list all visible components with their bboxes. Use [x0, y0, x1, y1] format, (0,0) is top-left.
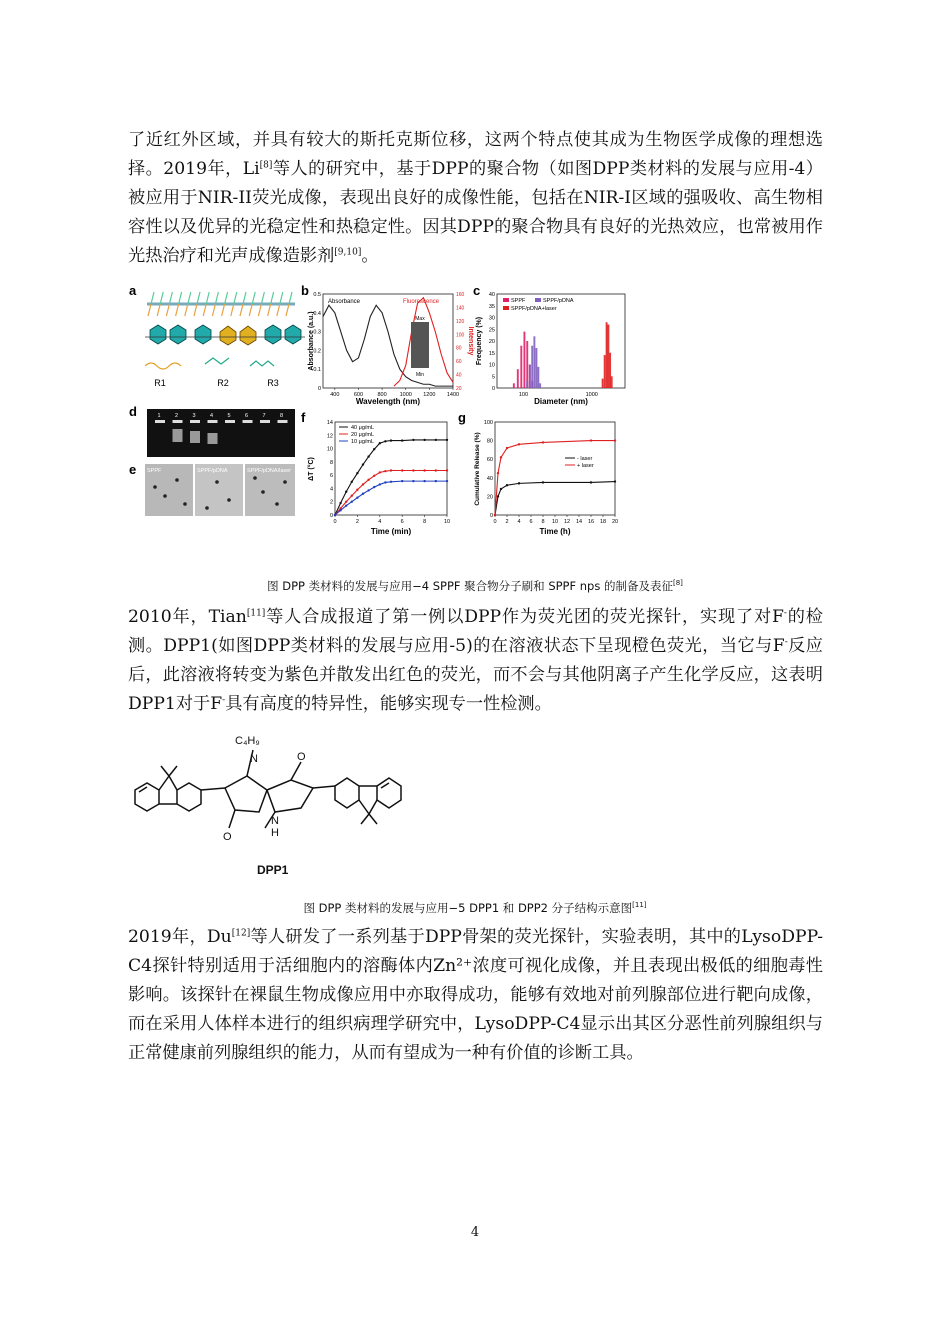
nanoparticle-dot: [205, 506, 209, 510]
lane-label: 7: [262, 413, 266, 419]
data-point: [542, 441, 544, 443]
brush-chain: [148, 304, 151, 316]
citation[interactable]: [11]: [632, 901, 647, 910]
histogram-bar: [607, 325, 609, 388]
data-point: [390, 469, 392, 471]
x-tick-label: 4: [517, 519, 521, 525]
brush-chain: [258, 304, 261, 316]
ylabel-deltat: ΔT (°C): [308, 457, 315, 481]
data-point: [384, 481, 386, 483]
data-point: [446, 480, 448, 482]
nanoparticle-dot: [275, 502, 279, 506]
data-point: [614, 439, 616, 441]
brush-chain: [277, 304, 280, 316]
inset-min: Min: [415, 372, 425, 378]
y-tick-label: 0: [329, 513, 333, 519]
brush-chain: [286, 304, 289, 316]
lane-label: 1: [157, 413, 161, 419]
data-point: [506, 447, 508, 449]
y2-tick-label: 160: [456, 292, 465, 298]
brush-chain: [268, 304, 271, 316]
data-point: [412, 480, 414, 482]
data-point: [373, 486, 375, 488]
y2-tick-label: 100: [456, 332, 465, 339]
y-tick-label: 12: [326, 433, 333, 440]
x-tick-label: 100: [518, 392, 529, 398]
y2-tick-label: 80: [456, 345, 462, 352]
y-tick-label: 10: [326, 446, 333, 453]
photothermal-chart: [327, 420, 450, 525]
label-r3: R3: [267, 378, 279, 388]
data-point: [339, 502, 341, 504]
nanoparticle-dot: [153, 485, 157, 489]
nanoparticle-dot: [253, 476, 257, 480]
y-tick-label: 0.4: [313, 310, 321, 317]
release-chart: [484, 420, 618, 525]
y2-tick-label: 120: [456, 318, 465, 325]
series-line: [335, 440, 447, 515]
figure-1: [125, 282, 645, 540]
y-tick-label: 60: [486, 457, 493, 464]
o-label-top: O: [297, 751, 306, 763]
series-line: [323, 305, 453, 386]
x-tick-label: 14: [575, 519, 583, 525]
label-r1: R1: [154, 378, 166, 388]
data-point: [435, 480, 437, 482]
data-point: [423, 469, 425, 471]
data-point: [590, 481, 592, 483]
gel-well-band: [243, 420, 253, 423]
brush-chain: [166, 304, 169, 316]
data-point: [367, 489, 369, 491]
brush-chain: [194, 304, 197, 316]
y-tick-label: 2: [329, 499, 333, 506]
data-point: [379, 483, 381, 485]
data-point: [614, 480, 616, 482]
data-point: [351, 481, 353, 483]
legend-sppf: SPPF: [511, 298, 526, 304]
nanoparticle-dot: [163, 494, 167, 498]
x-tick-label: 1000: [585, 392, 598, 398]
y-tick-label: 0: [491, 386, 495, 392]
brush-chain: [157, 304, 160, 316]
y-tick-label: 14: [326, 420, 333, 426]
tem-label-2: SPPF/pDNA: [197, 468, 228, 474]
y2-tick-label: 40: [456, 372, 462, 379]
y-tick-label: 0: [317, 386, 321, 392]
gel-well-band: [173, 420, 183, 423]
paragraph-2: 2010年，Tian[11]等人合成报道了第一例以DPP作为荧光团的荧光探针，实现了对F-的检测。DPP1(如图DPP类材料的发展与应用-5)的在溶液状态下呈现橙色荧光，当它与F-反应后，此溶液将转变为紫色并散发出红色的荧光，而不会与其他阴离子产生化学反应，这表明DPP1对于F-具有高度的特异性，能够实现专一性检测。: [128, 607, 823, 714]
brush-chain: [231, 304, 234, 316]
brush-chain: [252, 292, 255, 304]
gel-well-band: [155, 420, 165, 423]
panel-label-c: c: [473, 283, 481, 298]
data-point: [367, 479, 369, 481]
figure-2-dpp1-structure: [125, 728, 435, 878]
x-tick-label: 1400: [446, 392, 460, 398]
data-point: [390, 481, 392, 483]
y-tick-label: 10: [488, 362, 495, 369]
xlabel-time-h: Time (h): [539, 527, 571, 536]
x-tick-label: 10: [551, 519, 559, 525]
paragraph-3: 2019年，Du[12]等人研发了一系列基于DPP骨架的荧光探针，实验表明，其中的LysoDPP-C4探针特别适用于活细胞内的溶酶体内Zn²⁺浓度可视化成像，并且表现出极低的细胞毒性影响。该探针在裸鼠生物成像应用中亦取得成功，能够有效地对前列腺部位进行靶向成像，而在采用人体样本进行的组织病理学研究中，LysoDPP-C4显示出其区分恶性前列腺组织与正常健康前列腺组织的能力，从而有望成为一种有价值的诊断工具。: [128, 927, 823, 1063]
data-point: [351, 495, 353, 497]
data-point: [384, 440, 386, 442]
xlabel-diameter: Diameter (nm): [534, 397, 588, 406]
nanoparticle-dot: [183, 502, 187, 506]
gel-well-band: [260, 420, 270, 423]
brush-chain: [271, 292, 274, 304]
x-tick-label: 1000: [399, 392, 412, 398]
figure-2-caption: 图 DPP 类材料的发展与应用−5 DPP1 和 DPP2 分子结构示意图[11]: [303, 901, 647, 915]
xlabel-wavelength: Wavelength (nm): [355, 397, 421, 406]
histogram-bar: [535, 348, 537, 388]
brush-chain: [225, 292, 228, 304]
histogram-bar: [539, 383, 541, 388]
legend-absorbance: Absorbance: [328, 299, 361, 305]
nanoparticle-dot: [261, 490, 265, 494]
data-point: [435, 439, 437, 441]
absorbance-fluorescence-chart: [313, 292, 464, 398]
panel-label-d: d: [129, 404, 137, 419]
h-label: H: [271, 827, 279, 839]
data-point: [412, 469, 414, 471]
citation[interactable]: [12]: [231, 928, 251, 939]
brush-chain: [289, 292, 292, 304]
brush-chain: [176, 304, 179, 316]
x-tick-label: 800: [377, 392, 387, 398]
y-tick-label: 20: [486, 494, 493, 501]
paragraph-1: 了近红外区域，并具有较大的斯托克斯位移，这两个特点使其成为生物医学成像的理想选择。2019年，Li[8]等人的研究中，基于DPP的聚合物（如图DPP类材料的发展与应用-4）被应用于NIR-II荧光成像，表现出良好的成像性能，包括在NIR-I区域的强吸收、高生物相容性以及优异的光稳定性和热稳定性。因其DPP的聚合物具有良好的光热效应，也常被用作光热治疗和光声成像造影剂[9,10]。: [128, 130, 823, 266]
data-point: [401, 469, 403, 471]
data-point: [412, 439, 414, 441]
series-line: [335, 470, 447, 515]
lane-label: 4: [209, 413, 214, 419]
histogram-bar: [520, 346, 522, 388]
x-tick-label: 600: [353, 392, 364, 398]
lane-label: 3: [192, 413, 196, 419]
data-point: [497, 495, 499, 497]
y2-tick-label: 60: [456, 359, 462, 366]
gel-band: [190, 431, 200, 443]
x-tick-label: 8: [541, 519, 545, 525]
lane-label: 6: [244, 413, 249, 419]
tem-label-1: SPPF: [147, 468, 162, 474]
tem-label-3: SPPF/pDNA/laser: [247, 468, 292, 474]
nanoparticle-dot: [283, 480, 287, 484]
y-tick-label: 8: [329, 459, 333, 466]
brush-chain: [212, 304, 215, 316]
brush-chain: [249, 304, 252, 316]
panel-label-f: f: [301, 410, 306, 425]
x-tick-label: 400: [330, 392, 340, 398]
data-point: [497, 472, 499, 474]
gel-band: [173, 429, 183, 442]
legend-minus-laser: - laser: [577, 456, 593, 462]
nanoparticle-dot: [175, 478, 179, 482]
brush-chain: [179, 292, 182, 304]
x-tick-label: 10: [443, 519, 451, 525]
brush-chain: [222, 304, 225, 316]
panel-label-e: e: [129, 462, 137, 477]
xlabel-time-min: Time (min): [370, 527, 412, 536]
histogram-bar: [537, 367, 539, 388]
citation[interactable]: [8]: [673, 579, 683, 588]
figure-1-caption: 图 DPP 类材料的发展与应用−4 SPPF 聚合物分子刷和 SPPF nps 的制备及表征[8]: [267, 579, 683, 593]
inset-image: [411, 322, 429, 368]
o-label-bottom: O: [223, 831, 232, 843]
legend-10: 10 μg/mL: [351, 439, 375, 445]
inset-max: Max: [415, 316, 425, 322]
data-point: [379, 442, 381, 444]
x-tick-label: 20: [611, 519, 619, 525]
data-point: [339, 509, 341, 511]
data-point: [518, 443, 520, 445]
data-point: [590, 439, 592, 441]
histogram-bar: [606, 322, 608, 388]
citation[interactable]: [9,10]: [334, 247, 362, 258]
y-tick-label: 0.1: [313, 367, 321, 374]
histogram-bar: [531, 346, 533, 388]
gel-well-band: [208, 420, 218, 423]
legend-plus-laser: + laser: [577, 463, 594, 469]
y-tick-label: 0: [489, 513, 493, 519]
x-tick-label: 1200: [423, 392, 436, 398]
y-tick-label: 25: [488, 327, 495, 334]
label-r2: R2: [217, 378, 229, 388]
x-tick-label: 18: [599, 519, 607, 525]
ylabel-release: Cumulative Release (%): [474, 432, 481, 506]
citation[interactable]: [11]: [246, 608, 266, 619]
y-tick-label: 6: [329, 473, 333, 480]
panel-label-g: g: [458, 410, 466, 425]
data-point: [373, 475, 375, 477]
histogram-bar: [526, 381, 528, 388]
gel-well-band: [278, 420, 288, 423]
data-point: [345, 501, 347, 503]
brush-chain: [185, 304, 188, 316]
data-point: [356, 472, 358, 474]
ylabel-absorbance: Absorbance (a.u.): [308, 311, 315, 371]
data-point: [446, 439, 448, 441]
polymer-brush-illustration: [147, 292, 295, 316]
nanoparticle-dot: [227, 498, 231, 502]
legend-40: 40 μg/mL: [351, 425, 375, 431]
y-tick-label: 0.2: [313, 348, 321, 355]
y2-tick-label: 140: [456, 305, 465, 312]
brush-chain: [280, 292, 283, 304]
x-tick-label: 2: [505, 519, 509, 525]
brush-chain: [151, 292, 154, 304]
data-point: [384, 470, 386, 472]
histogram-bar: [602, 379, 604, 388]
data-point: [401, 480, 403, 482]
histogram-bar: [529, 365, 531, 389]
page-number: 4: [470, 1225, 480, 1240]
series-line: [495, 482, 615, 515]
brush-chain: [206, 292, 209, 304]
brush-chain: [197, 292, 200, 304]
data-point: [362, 483, 364, 485]
data-point: [423, 480, 425, 482]
x-tick-label: 2: [355, 519, 359, 525]
data-point: [345, 505, 347, 507]
y-tick-label: 100: [483, 420, 493, 426]
lane-label: 5: [227, 413, 231, 419]
y-tick-label: 40: [486, 475, 493, 482]
histogram-bar: [604, 355, 606, 388]
data-point: [373, 448, 375, 450]
brush-chain: [169, 292, 172, 304]
y-tick-label: 5: [491, 374, 495, 381]
data-point: [334, 514, 336, 516]
panel-label-a: a: [129, 283, 137, 298]
legend-20: 20 μg/mL: [351, 432, 375, 438]
lane-label: 8: [279, 413, 284, 419]
y-tick-label: 20: [488, 339, 495, 345]
brush-chain: [240, 304, 243, 316]
y-tick-label: 0.3: [313, 329, 321, 336]
nh-label: N: [271, 815, 279, 827]
y-tick-label: 35: [488, 303, 495, 310]
legend-sppf-pdna-laser: SPPF/pDNA+laser: [511, 306, 557, 312]
data-point: [518, 482, 520, 484]
histogram-bar: [611, 376, 613, 388]
histogram-bar: [533, 336, 535, 388]
data-point: [390, 439, 392, 441]
data-point: [494, 514, 496, 516]
brush-chain: [261, 292, 264, 304]
y-tick-label: 0.5: [313, 292, 321, 298]
panel-label-b: b: [301, 283, 309, 298]
x-tick-label: 0: [493, 519, 497, 525]
ylabel-frequency: Frequency (%): [476, 316, 483, 366]
data-point: [435, 469, 437, 471]
n-label: N: [250, 753, 258, 765]
data-point: [500, 488, 502, 490]
substituent-label: C₄H₉: [235, 735, 260, 747]
brush-chain: [188, 292, 191, 304]
legend-sppf-pdna: SPPF/pDNA: [543, 298, 574, 304]
data-point: [367, 455, 369, 457]
lane-label: 2: [174, 413, 179, 419]
data-point: [379, 471, 381, 473]
ylabel-intensity: Intensity: [467, 326, 474, 356]
gel-image: [147, 409, 295, 457]
histogram-bar: [517, 369, 519, 388]
data-point: [500, 456, 502, 458]
data-point: [362, 493, 364, 495]
brush-chain: [243, 292, 246, 304]
data-point: [356, 497, 358, 499]
histogram-bar: [513, 383, 515, 388]
data-point: [423, 439, 425, 441]
gel-band: [208, 433, 218, 444]
y-tick-label: 30: [488, 315, 495, 322]
polymer-structure-illustration: [145, 325, 305, 369]
y-tick-label: 4: [329, 486, 333, 493]
data-point: [356, 489, 358, 491]
x-tick-label: 0: [333, 519, 337, 525]
series-line: [335, 481, 447, 515]
x-tick-label: 4: [378, 519, 382, 525]
gel-well-band: [225, 420, 235, 423]
data-point: [506, 484, 508, 486]
gel-well-band: [190, 420, 200, 423]
x-tick-label: 6: [400, 519, 404, 525]
y-tick-label: 80: [486, 438, 493, 445]
y-tick-label: 40: [488, 292, 495, 298]
x-tick-label: 16: [587, 519, 595, 525]
data-point: [401, 439, 403, 441]
legend-fluorescence: Fluorescence: [403, 299, 440, 305]
citation[interactable]: [8]: [259, 160, 273, 171]
compound-label: DPP1: [257, 863, 289, 877]
x-tick-label: 8: [423, 519, 427, 525]
brush-chain: [234, 292, 237, 304]
brush-chain: [215, 292, 218, 304]
brush-chain: [203, 304, 206, 316]
x-tick-label: 12: [563, 519, 571, 525]
brush-chain: [160, 292, 163, 304]
nanoparticle-dot: [215, 480, 219, 484]
data-point: [446, 469, 448, 471]
y2-tick-label: 20: [456, 386, 462, 392]
y-tick-label: 15: [488, 350, 495, 357]
data-point: [345, 491, 347, 493]
data-point: [542, 481, 544, 483]
x-tick-label: 6: [529, 519, 533, 525]
data-point: [362, 463, 364, 465]
histogram-bar: [523, 332, 525, 388]
series-line: [495, 441, 615, 515]
data-point: [351, 501, 353, 503]
